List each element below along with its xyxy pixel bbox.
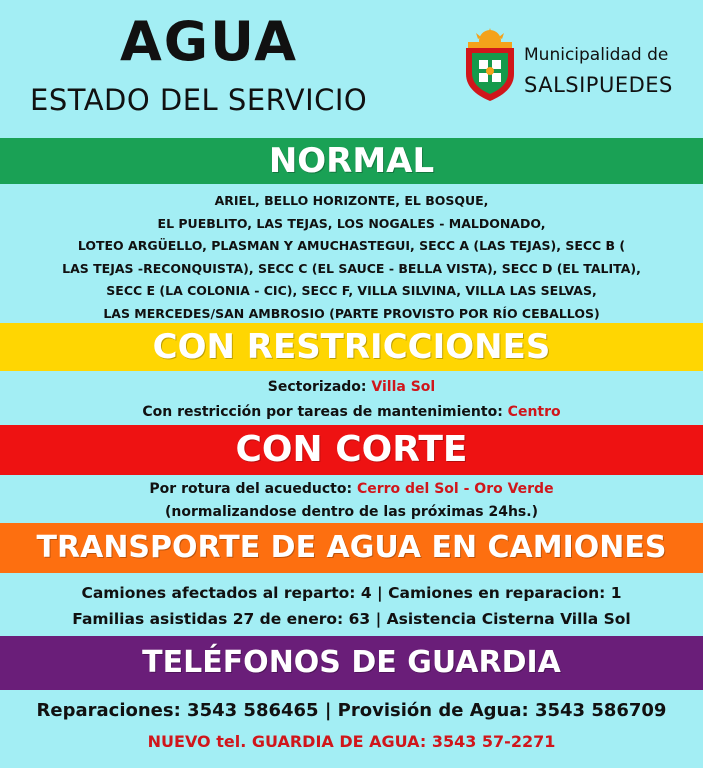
salsipuedes-shield-logo-icon: [462, 28, 518, 102]
corte-band: CON CORTE: [0, 425, 703, 475]
transporte-band: TRANSPORTE DE AGUA EN CAMIONES: [0, 523, 703, 573]
corte-line-1-value: Cerro del Sol - Oro Verde: [356, 481, 554, 497]
list-item: SECC E (LA COLONIA - CIC), SECC F, VILLA SILVINA, VILLA LAS SELVAS,: [106, 283, 597, 298]
transporte-details: [0, 580, 703, 632]
corte-details: [0, 478, 703, 524]
restricciones-line-1: [0, 375, 703, 400]
normal-neighborhood-list: [0, 190, 703, 325]
list-item: ARIEL, BELLO HORIZONTE, EL BOSQUE,: [214, 193, 489, 208]
restricciones-line-1-value: Villa Sol: [371, 379, 436, 395]
telefonos-line-2: NUEVO tel. GUARDIA DE AGUA: 3543 57-2271: [147, 732, 556, 751]
municipality-line-2: SALSIPUEDES: [524, 73, 673, 97]
list-item: LOTEO ARGÜELLO, PLASMAN Y AMUCHASTEGUI, SECC A (LAS TEJAS), SECC B (: [77, 238, 626, 253]
list-item: EL PUEBLITO, LAS TEJAS, LOS NOGALES - MALDONADO,: [157, 215, 546, 231]
normal-band: NORMAL: [0, 138, 703, 184]
telefonos-line-1: Reparaciones: 3543 586465 | Provisión de Agua: 3543 586709: [36, 700, 667, 721]
restricciones-line-2: [0, 400, 703, 425]
list-item: LAS MERCEDES/SAN AMBROSIO (PARTE PROVISTO POR RÍO CEBALLOS): [103, 305, 600, 321]
list-item: LAS TEJAS -RECONQUISTA), SECC C (EL SAUCE - BELLA VISTA), SECC D (EL TALITA),: [62, 260, 641, 276]
restricciones-line-1-label: Sectorizado:: [267, 379, 372, 395]
restricciones-line-2-value: Centro: [507, 404, 561, 420]
restricciones-line-2-label: Con restricción por tareas de mantenimiento:: [142, 404, 508, 420]
transporte-line-1: Camiones afectados al reparto: 4 | Camiones en reparacion: 1: [81, 584, 622, 602]
page-subtitle: ESTADO DEL SERVICIO: [30, 83, 368, 117]
transporte-line-2: Familias asistidas 27 de enero: 63 | Asistencia Cisterna Villa Sol: [72, 610, 631, 628]
corte-line-1: [0, 478, 703, 501]
header: [0, 0, 703, 136]
corte-line-2: (normalizandose dentro de las próximas 24hs.): [165, 504, 538, 520]
municipality-line-1: Municipalidad de: [524, 45, 669, 65]
page-title: AGUA: [120, 10, 299, 73]
telefonos-band: TELÉFONOS DE GUARDIA: [0, 636, 703, 690]
restricciones-band: CON RESTRICCIONES: [0, 323, 703, 371]
corte-line-1-label: Por rotura del acueducto:: [149, 481, 357, 497]
restricciones-details: [0, 375, 703, 425]
